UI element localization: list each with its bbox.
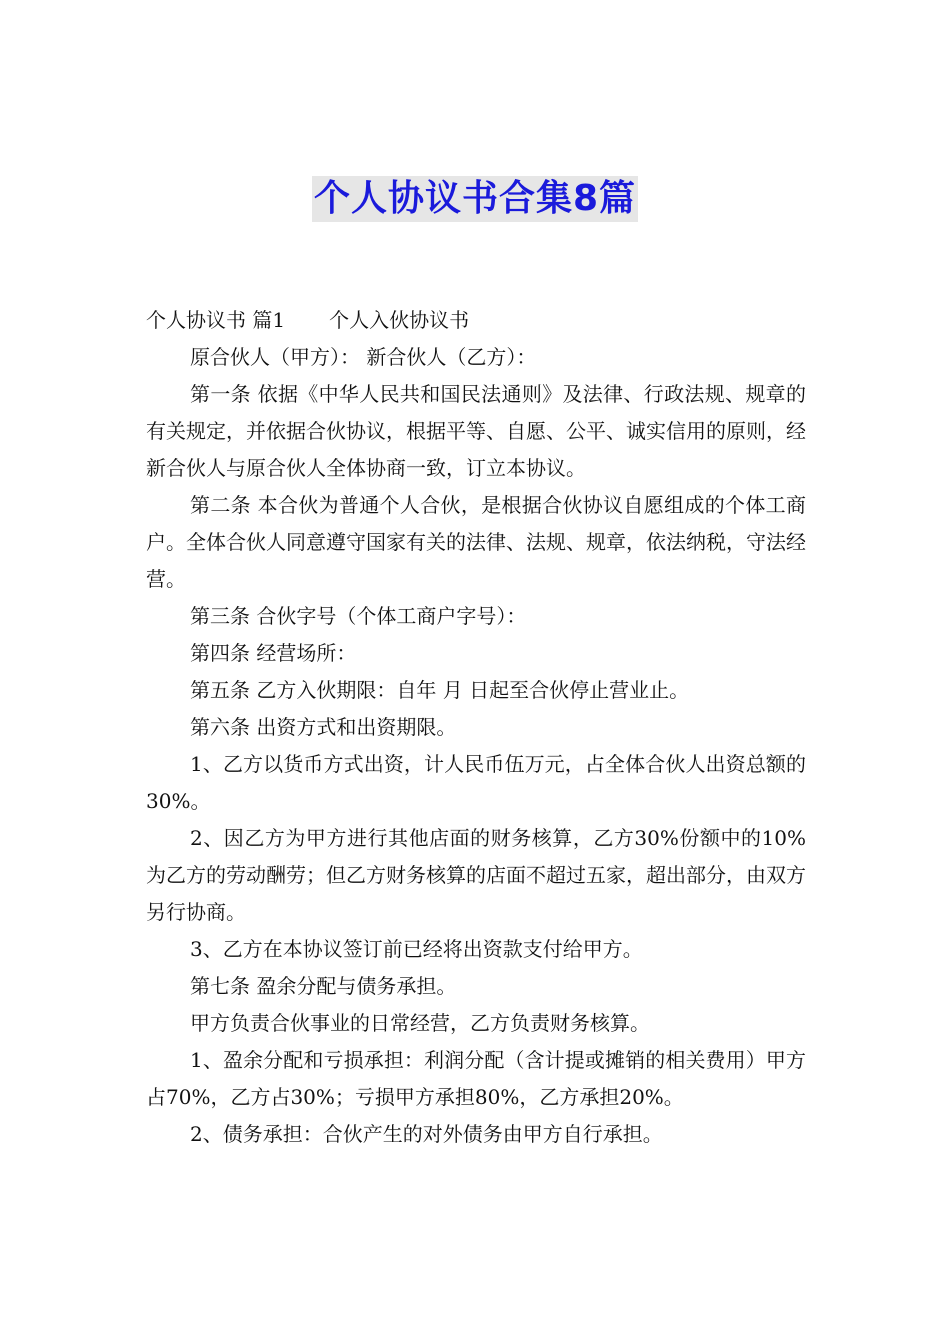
paragraph: 第一条 依据《中华人民共和国民法通则》及法律、行政法规、规章的有关规定，并依据合伙协议，根据平等、自愿、公平、诚实信用的原则，经新合伙人与原合伙人全体协商一致，订立本协议。 (146, 382, 806, 480)
paragraph: 甲方负责合伙事业的日常经营，乙方负责财务核算。 (190, 1011, 650, 1035)
paragraph: 3、乙方在本协议签订前已经将出资款支付给甲方。 (190, 937, 643, 961)
title-container (0, 176, 950, 222)
document-title: 个人协议书合集8篇 (312, 176, 638, 222)
paragraph: 第五条 乙方入伙期限：自年 月 日起至合伙停止营业止。 (190, 678, 690, 702)
paragraph: 第三条 合伙字号（个体工商户字号）： (190, 604, 527, 628)
paragraph: 第二条 本合伙为普通个人合伙，是根据合伙协议自愿组成的个体工商户。全体合伙人同意遵守国家有关的法律、法规、规章，依法纳税，守法经营。 (146, 493, 806, 591)
paragraph: 1、盈余分配和亏损承担：利润分配（含计提或摊销的相关费用）甲方占70%，乙方占30%；亏损甲方承担80%，乙方承担20%。 (146, 1048, 806, 1109)
paragraph: 第六条 出资方式和出资期限。 (190, 715, 457, 739)
paragraph: 1、乙方以货币方式出资，计人民币伍万元，占全体合伙人出资总额的30%。 (146, 752, 806, 813)
paragraph: 第四条 经营场所： (190, 641, 357, 665)
document-body (146, 302, 806, 1153)
paragraph: 原合伙人（甲方）： 新合伙人（乙方）： (190, 345, 537, 369)
section-heading-left: 个人协议书 篇1 (146, 308, 286, 332)
paragraph: 2、债务承担：合伙产生的对外债务由甲方自行承担。 (190, 1122, 663, 1146)
paragraph: 2、因乙方为甲方进行其他店面的财务核算，乙方30%份额中的10%为乙方的劳动酬劳；但乙方财务核算的店面不超过五家，超出部分，由双方另行协商。 (146, 826, 806, 924)
paragraph: 第七条 盈余分配与债务承担。 (190, 974, 457, 998)
section-heading-right: 个人入伙协议书 (329, 308, 470, 332)
section-heading (146, 302, 806, 339)
